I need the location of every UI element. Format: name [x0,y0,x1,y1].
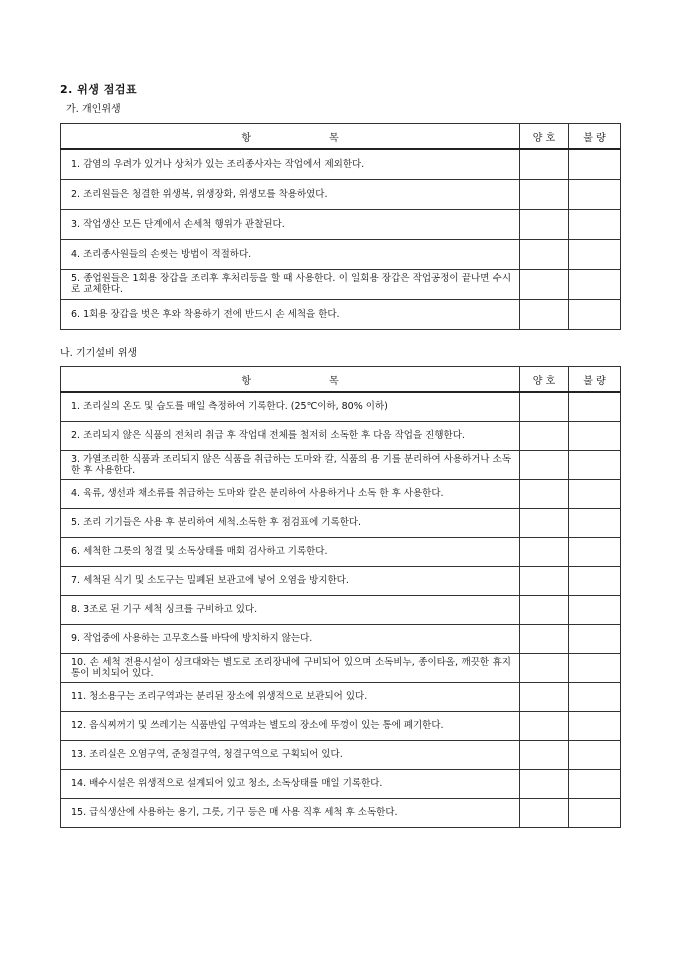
table-row [61,595,621,624]
check-item-text: 8. 3조로 된 기구 세척 싱크를 구비하고 있다. [61,595,520,624]
good-checkbox-cell[interactable] [520,566,569,595]
check-item-text: 6. 세척한 그릇의 청결 및 소독상태를 매회 검사하고 기록한다. [61,537,520,566]
check-item-text: 6. 1회용 장갑을 벗은 후와 착용하기 전에 반드시 손 세척을 한다. [61,299,520,329]
check-item-text: 15. 급식생산에 사용하는 용기, 그릇, 기구 등은 매 사용 직후 세척 후 소독한다. [61,798,520,827]
bad-checkbox-cell[interactable] [569,682,621,711]
table-row [61,179,621,209]
bad-checkbox-cell[interactable] [569,269,621,299]
bad-checkbox-cell[interactable] [569,537,621,566]
bad-checkbox-cell[interactable] [569,769,621,798]
table-row [61,479,621,508]
check-item-text: 5. 조리 기기들은 사용 후 분리하여 세척.소독한 후 점검표에 기록한다. [61,508,520,537]
bad-checkbox-cell[interactable] [569,566,621,595]
bad-checkbox-cell[interactable] [569,450,621,479]
good-checkbox-cell[interactable] [520,239,569,269]
good-checkbox-cell[interactable] [520,450,569,479]
check-item-text: 9. 작업중에 사용하는 고무호스를 바닥에 방치하지 않는다. [61,624,520,653]
table-row [61,299,621,329]
table-header-row [61,124,621,150]
table-row [61,624,621,653]
bad-checkbox-cell[interactable] [569,595,621,624]
header-bad: 불 량 [569,124,621,150]
good-checkbox-cell[interactable] [520,537,569,566]
check-item-text: 3. 작업생산 모든 단계에서 손세척 행위가 관찰된다. [61,209,520,239]
good-checkbox-cell[interactable] [520,624,569,653]
good-checkbox-cell[interactable] [520,299,569,329]
bad-checkbox-cell[interactable] [569,149,621,179]
good-checkbox-cell[interactable] [520,179,569,209]
personal-hygiene-subtitle: 가. 개인위생 [66,104,121,115]
bad-checkbox-cell[interactable] [569,798,621,827]
good-checkbox-cell[interactable] [520,653,569,682]
bad-checkbox-cell[interactable] [569,392,621,421]
table-row [61,392,621,421]
header-bad: 불 량 [569,367,621,393]
equipment-hygiene-table [60,366,621,828]
bad-checkbox-cell[interactable] [569,299,621,329]
bad-checkbox-cell[interactable] [569,508,621,537]
bad-checkbox-cell[interactable] [569,209,621,239]
table-row [61,269,621,299]
table-row [61,149,621,179]
check-item-text: 2. 조리원들은 청결한 위생복, 위생장화, 위생모를 착용하였다. [61,179,520,209]
good-checkbox-cell[interactable] [520,269,569,299]
check-item-text: 12. 음식찌꺼기 및 쓰레기는 식품반입 구역과는 별도의 장소에 뚜껑이 있는 통에 폐기한다. [61,711,520,740]
good-checkbox-cell[interactable] [520,595,569,624]
good-checkbox-cell[interactable] [520,711,569,740]
bad-checkbox-cell[interactable] [569,624,621,653]
good-checkbox-cell[interactable] [520,798,569,827]
table-row [61,450,621,479]
table-row [61,653,621,682]
bad-checkbox-cell[interactable] [569,740,621,769]
section-title: 2. 위생 점검표 [60,83,138,96]
table-row [61,508,621,537]
table-row [61,798,621,827]
good-checkbox-cell[interactable] [520,149,569,179]
good-checkbox-cell[interactable] [520,508,569,537]
check-item-text: 1. 조리실의 온도 및 습도를 매일 측정하여 기록한다. (25℃이하, 80% 이하) [61,392,520,421]
good-checkbox-cell[interactable] [520,421,569,450]
good-checkbox-cell[interactable] [520,392,569,421]
check-item-text: 10. 손 세척 전용시설이 싱크대와는 별도로 조리장내에 구비되어 있으며 소독비누, 종이타올, 깨끗한 휴지통이 비치되어 있다. [61,653,520,682]
bad-checkbox-cell[interactable] [569,179,621,209]
table-row [61,209,621,239]
check-item-text: 13. 조리실은 오염구역, 준청결구역, 청결구역으로 구획되어 있다. [61,740,520,769]
table-row [61,566,621,595]
good-checkbox-cell[interactable] [520,479,569,508]
header-item: 항 목 [61,367,520,393]
bad-checkbox-cell[interactable] [569,711,621,740]
check-item-text: 1. 감염의 우려가 있거나 상처가 있는 조리종사자는 작업에서 제외한다. [61,149,520,179]
good-checkbox-cell[interactable] [520,209,569,239]
check-item-text: 11. 청소용구는 조리구역과는 분리된 장소에 위생적으로 보관되어 있다. [61,682,520,711]
good-checkbox-cell[interactable] [520,769,569,798]
bad-checkbox-cell[interactable] [569,653,621,682]
table-header-row [61,367,621,393]
table-row [61,769,621,798]
table-row [61,239,621,269]
header-good: 양 호 [520,367,569,393]
check-item-text: 5. 종업원들은 1회용 장갑을 조리후 후처리등을 할 때 사용한다. 이 일회용 장갑은 작업공정이 끝나면 수시로 교체한다. [61,269,520,299]
good-checkbox-cell[interactable] [520,740,569,769]
bad-checkbox-cell[interactable] [569,479,621,508]
table-row [61,740,621,769]
check-item-text: 3. 가열조리한 식품과 조리되지 않은 식품을 취급하는 도마와 칼, 식품의 용 기를 분리하여 사용하거나 소독한 후 사용한다. [61,450,520,479]
personal-hygiene-table [60,123,621,330]
check-item-text: 14. 배수시설은 위생적으로 설계되어 있고 청소, 소독상태를 매일 기록한다. [61,769,520,798]
check-item-text: 2. 조리되지 않은 식품의 전처리 취급 후 작업대 전체를 철저히 소독한 후 다음 작업을 진행한다. [61,421,520,450]
good-checkbox-cell[interactable] [520,682,569,711]
check-item-text: 4. 조리종사원들의 손씻는 방법이 적절하다. [61,239,520,269]
table-row [61,682,621,711]
check-item-text: 7. 세척된 식기 및 소도구는 밀폐된 보관고에 넣어 오염을 방지한다. [61,566,520,595]
bad-checkbox-cell[interactable] [569,239,621,269]
bad-checkbox-cell[interactable] [569,421,621,450]
equipment-hygiene-subtitle: 나. 기기설비 위생 [60,348,138,359]
table-row [61,711,621,740]
header-good: 양 호 [520,124,569,150]
header-item: 항 목 [61,124,520,150]
check-item-text: 4. 육류, 생선과 채소류를 취급하는 도마와 칼은 분리하여 사용하거나 소독 한 후 사용한다. [61,479,520,508]
table-row [61,537,621,566]
table-row [61,421,621,450]
